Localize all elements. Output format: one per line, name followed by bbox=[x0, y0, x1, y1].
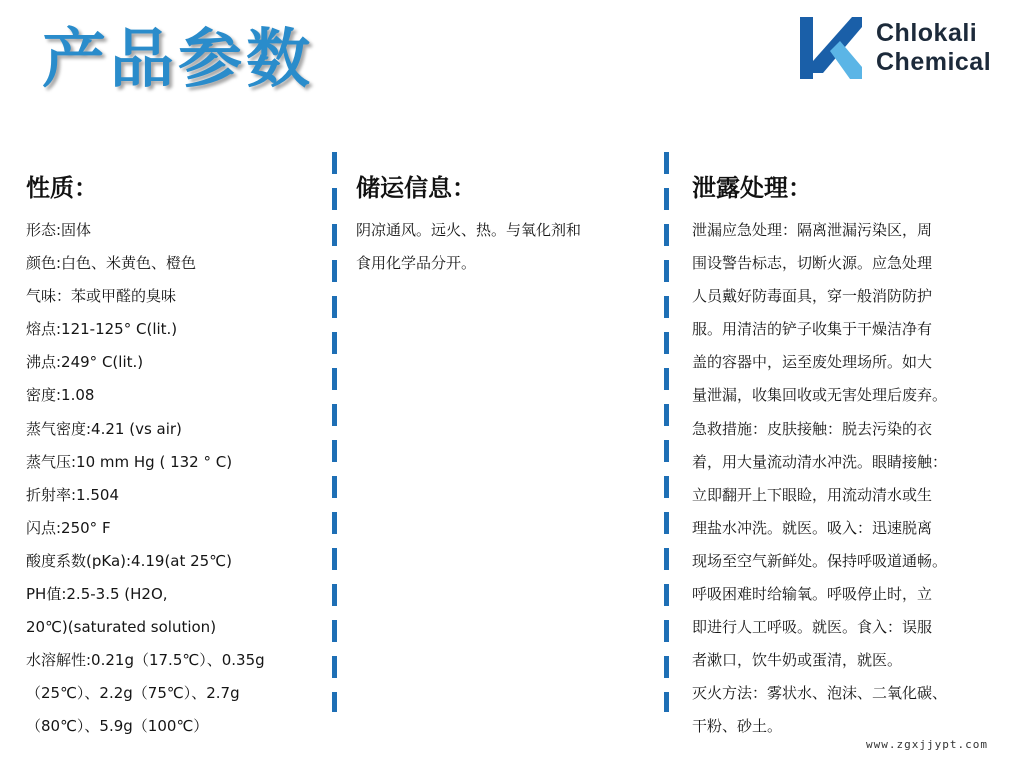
text-line: 呼吸困难时给输氧。呼吸停止时，立 bbox=[692, 585, 933, 604]
text-line: 立即翻开上下眼睑，用流动清水或生 bbox=[692, 485, 933, 504]
page-title: 产品参数 bbox=[42, 23, 314, 97]
text-line: 蒸气密度:4.21 (vs air) bbox=[26, 419, 182, 438]
k-logo-icon bbox=[800, 17, 862, 79]
text-line: 着，用大量流动清水冲洗。眼睛接触： bbox=[692, 452, 948, 471]
text-line: （25℃）、2.2g（75℃）、2.7g bbox=[26, 684, 240, 703]
text-line: 闪点:250° F bbox=[26, 518, 111, 537]
text-line: 围设警告标志，切断火源。应急处理 bbox=[692, 254, 933, 273]
leak-handling-heading: 泄露处理： bbox=[692, 174, 812, 202]
leak-handling-lines bbox=[692, 214, 1012, 744]
leak-handling-column bbox=[692, 168, 1012, 744]
text-line: 阴凉通风。远火、热。与氧化剂和 bbox=[356, 221, 582, 239]
text-line: 灭火方法：雾状水、泡沫、二氧化碳、 bbox=[692, 684, 948, 703]
column-divider-left bbox=[332, 152, 337, 712]
text-line: 食用化学品分开。 bbox=[356, 254, 477, 273]
company-logo bbox=[800, 16, 991, 80]
text-line: 服。用清洁的铲子收集于干燥洁净有 bbox=[692, 320, 933, 339]
storage-lines bbox=[356, 214, 646, 280]
text-line: 盖的容器中，运至废处理场所。如大 bbox=[692, 353, 933, 372]
text-line: 沸点:249° C(lit.) bbox=[26, 353, 144, 372]
storage-heading: 储运信息： bbox=[356, 174, 476, 202]
text-line: 形态:固体 bbox=[26, 221, 92, 239]
text-line: 酸度系数(pKa):4.19(at 25℃) bbox=[26, 551, 232, 570]
footer-url: www.zgxjjypt.com bbox=[866, 738, 988, 751]
text-line: 蒸气压:10 mm Hg ( 132 ° C) bbox=[26, 452, 233, 471]
text-line: 泄漏应急处理：隔离泄漏污染区，周 bbox=[692, 221, 933, 239]
properties-column bbox=[26, 168, 326, 744]
text-line: 水溶解性:0.21g（17.5℃）、0.35g bbox=[26, 651, 265, 670]
text-line: 现场至空气新鲜处。保持呼吸道通畅。 bbox=[692, 551, 948, 570]
text-line: 密度:1.08 bbox=[26, 386, 95, 405]
properties-lines bbox=[26, 214, 326, 744]
logo-line-2: Chemical bbox=[876, 48, 992, 76]
text-line: 者漱口，饮牛奶或蛋清，就医。 bbox=[692, 651, 903, 670]
logo-text bbox=[876, 19, 991, 77]
text-line: 气味：苯或甲醛的臭味 bbox=[26, 287, 177, 306]
text-line: 人员戴好防毒面具，穿一般消防防护 bbox=[692, 287, 933, 306]
text-line: 20℃)(saturated solution) bbox=[26, 618, 217, 637]
logo-line-1: Chlokali bbox=[876, 19, 978, 47]
text-line: 熔点:121-125° C(lit.) bbox=[26, 320, 178, 339]
text-line: 折射率:1.504 bbox=[26, 485, 119, 504]
text-line: 理盐水冲洗。就医。吸入：迅速脱离 bbox=[692, 518, 933, 537]
storage-column bbox=[356, 168, 646, 280]
text-line: PH值:2.5-3.5 (H2O, bbox=[26, 585, 168, 604]
text-line: 干粉、砂土。 bbox=[692, 717, 783, 736]
text-line: （80℃）、5.9g（100℃） bbox=[26, 717, 209, 736]
text-line: 量泄漏，收集回收或无害处理后废弃。 bbox=[692, 386, 948, 405]
text-line: 急救措施：皮肤接触：脱去污染的衣 bbox=[692, 419, 933, 438]
properties-heading: 性质： bbox=[26, 174, 98, 202]
text-line: 即进行人工呼吸。就医。食入：误服 bbox=[692, 618, 933, 637]
text-line: 颜色:白色、米黄色、橙色 bbox=[26, 254, 197, 273]
column-divider-right bbox=[664, 152, 669, 712]
